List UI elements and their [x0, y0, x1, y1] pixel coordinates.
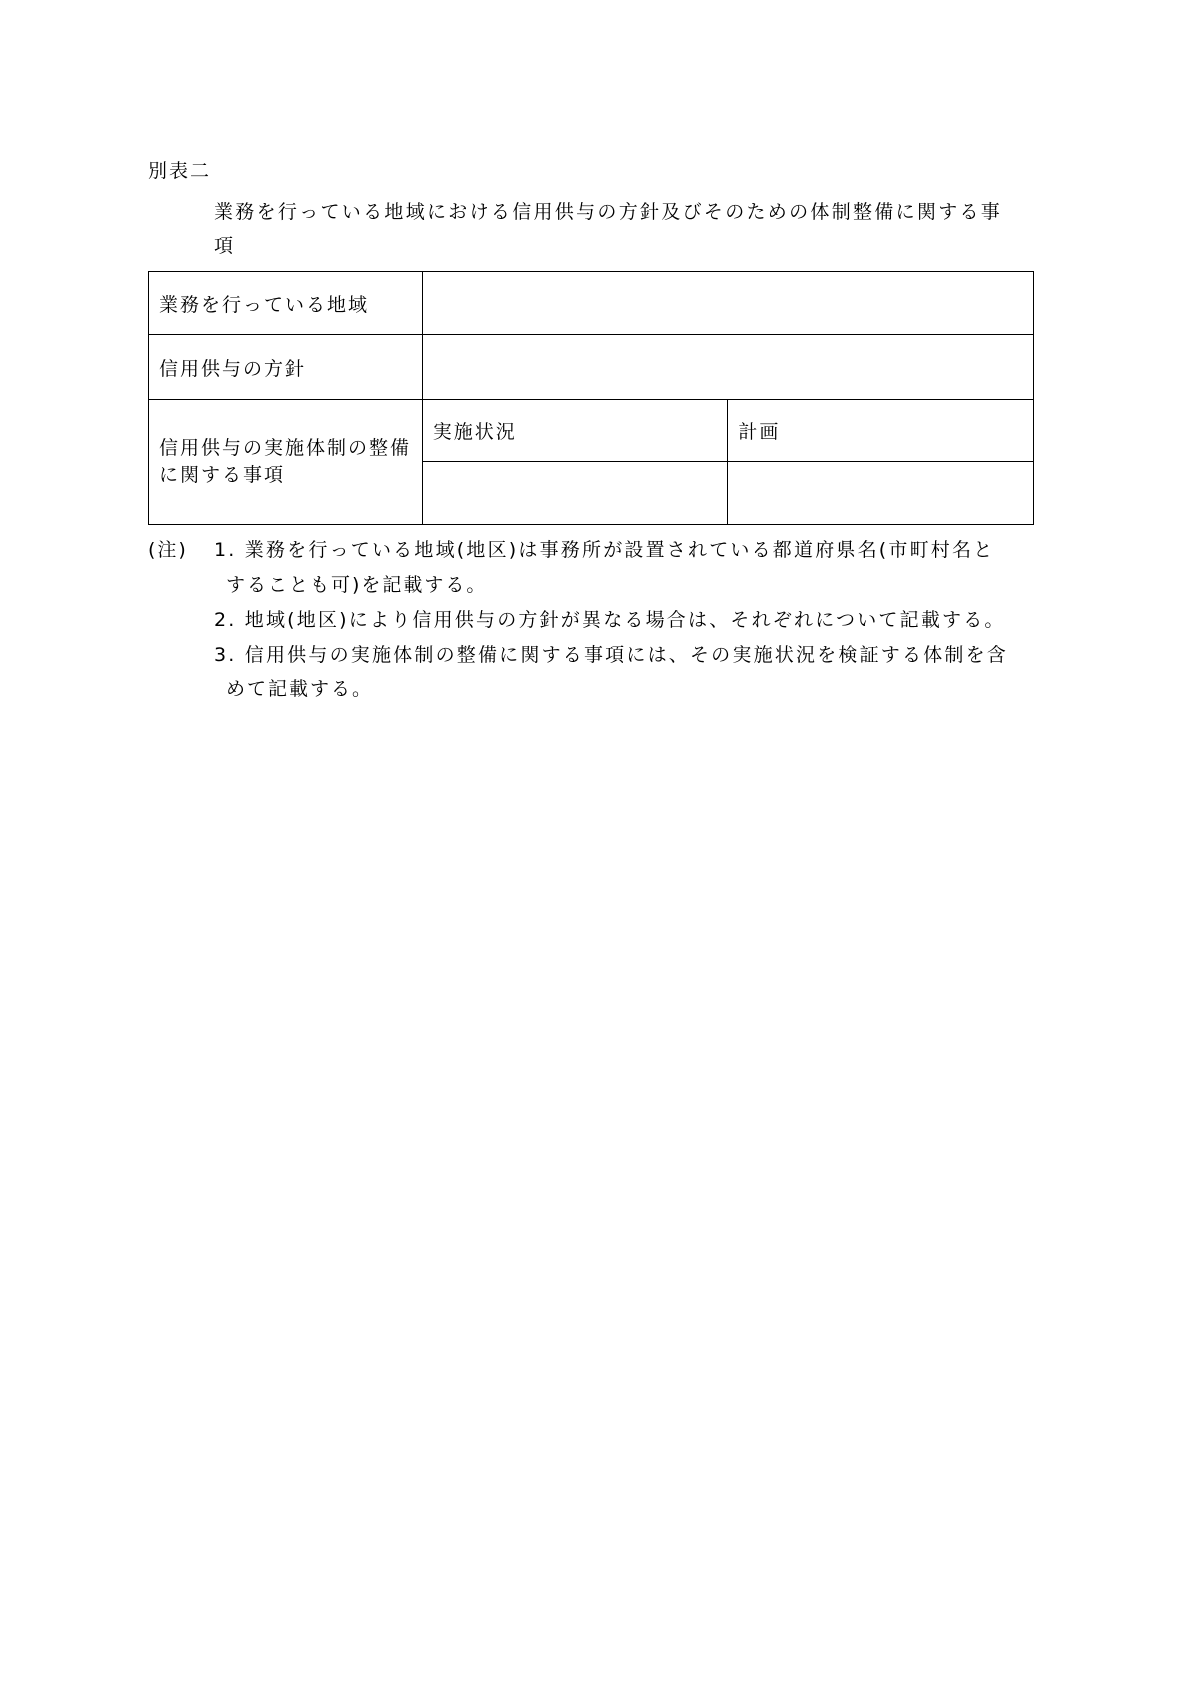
col-header-status: 実施状況 — [422, 400, 728, 462]
cell-policy-value — [422, 335, 1033, 400]
note-line-3: 2. 地域(地区)により信用供与の方針が異なる場合は、それぞれについて記載する。 — [214, 609, 1006, 631]
note-line-2: することも可)を記載する。 — [226, 574, 488, 596]
cell-plan-value — [728, 462, 1034, 525]
row-label-region: 業務を行っている地域 — [149, 272, 423, 335]
cell-status-value — [422, 462, 728, 525]
notes-prefix: (注) — [148, 539, 188, 561]
title-line-2: 項 — [214, 235, 236, 257]
row-label-policy: 信用供与の方針 — [149, 335, 423, 400]
note-line-4: 3. 信用供与の実施体制の整備に関する事項には、その実施状況を検証する体制を含 — [214, 644, 1008, 666]
note-line-1: 1. 業務を行っている地域(地区)は事務所が設置されている都道府県名(市町村名と — [214, 539, 995, 561]
col-header-plan: 計画 — [728, 400, 1034, 462]
cell-region-value — [422, 272, 1033, 335]
title-line-1: 業務を行っている地域における信用供与の方針及びそのための体制整備に関する事 — [214, 201, 1003, 223]
note-line-5: めて記載する。 — [226, 678, 374, 700]
region-credit-table — [148, 271, 1034, 525]
row-label-system: 信用供与の実施体制の整備に関する事項 — [149, 400, 423, 525]
heading: 別表二 — [148, 160, 212, 182]
